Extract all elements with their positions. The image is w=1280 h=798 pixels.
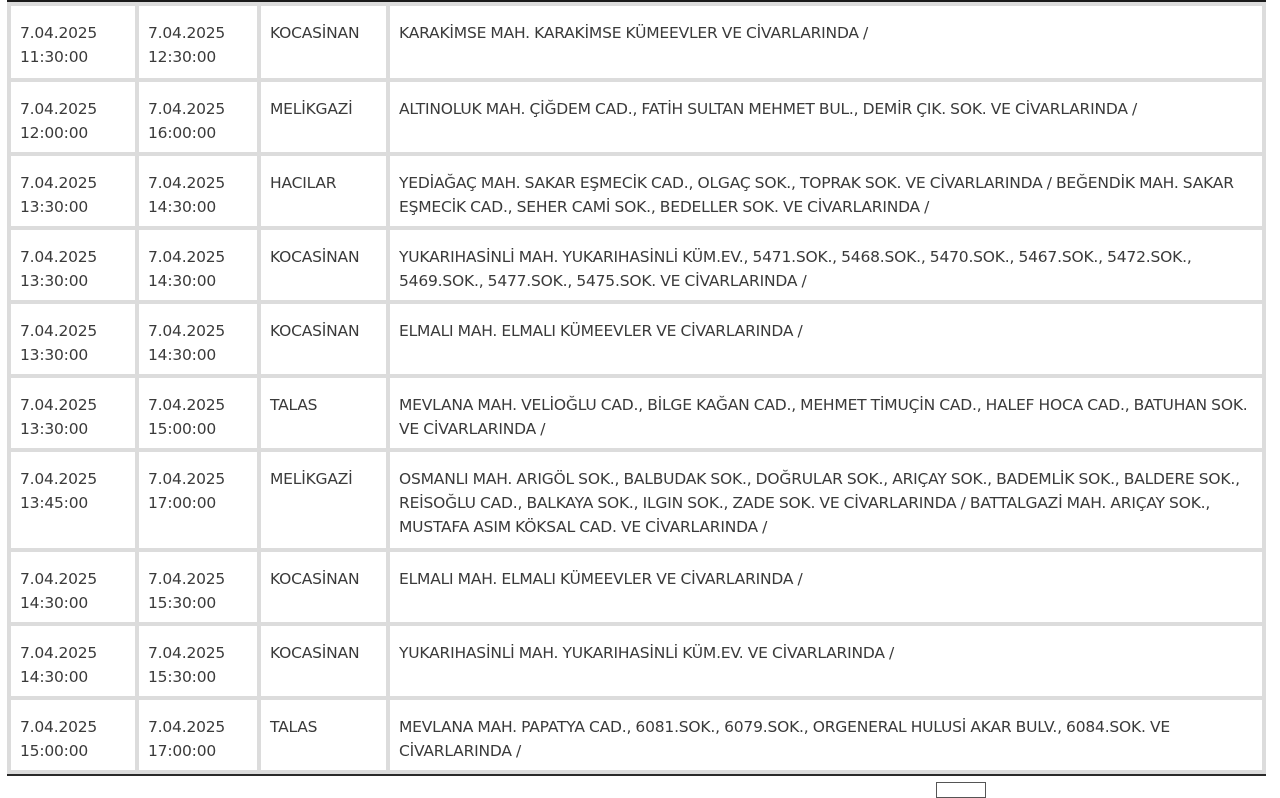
start-time: 15:00:00 <box>20 742 89 760</box>
table-row <box>11 378 1262 448</box>
end-date: 7.04.2025 <box>148 644 226 662</box>
start-cell <box>11 552 135 622</box>
end-date: 7.04.2025 <box>148 248 226 266</box>
district-cell <box>261 156 386 226</box>
address: MEVLANA MAH. PAPATYA CAD., 6081.SOK., 6079.SOK., ORGENERAL HULUSİ AKAR BULV., 6084.SOK. VE CİVARLARINDA / <box>399 718 1170 760</box>
district: HACILAR <box>270 174 337 192</box>
district: TALAS <box>270 718 318 736</box>
end-cell <box>139 82 257 152</box>
district: MELİKGAZİ <box>270 470 353 488</box>
start-time: 12:00:00 <box>20 124 89 142</box>
end-date: 7.04.2025 <box>148 100 226 118</box>
district: TALAS <box>270 396 318 414</box>
table-row <box>11 626 1262 696</box>
end-time: 14:30:00 <box>148 346 217 364</box>
start-time: 13:30:00 <box>20 420 89 438</box>
start-cell <box>11 700 135 770</box>
start-cell <box>11 378 135 448</box>
start-date: 7.04.2025 <box>20 570 98 588</box>
start-cell <box>11 156 135 226</box>
end-date: 7.04.2025 <box>148 396 226 414</box>
end-cell <box>139 626 257 696</box>
end-time: 12:30:00 <box>148 48 217 66</box>
table-row <box>11 230 1262 300</box>
start-date: 7.04.2025 <box>20 100 98 118</box>
end-cell <box>139 304 257 374</box>
start-cell <box>11 304 135 374</box>
table-row <box>11 304 1262 374</box>
address-cell <box>390 552 1262 622</box>
start-time: 13:30:00 <box>20 346 89 364</box>
address-cell <box>390 230 1262 300</box>
end-time: 17:00:00 <box>148 494 217 512</box>
end-date: 7.04.2025 <box>148 470 226 488</box>
address-cell <box>390 452 1262 548</box>
address: KARAKİMSE MAH. KARAKİMSE KÜMEEVLER VE CİVARLARINDA / <box>399 24 869 42</box>
district-cell <box>261 626 386 696</box>
district-cell <box>261 378 386 448</box>
district: KOCASİNAN <box>270 644 360 662</box>
address: OSMANLI MAH. ARIGÖL SOK., BALBUDAK SOK., DOĞRULAR SOK., ARIÇAY SOK., BADEMLİK SOK., BALDERE SOK., REİSOĞLU CAD., BALKAYA SOK., ILGIN SOK., ZADE SOK. VE CİVARLARINDA / BATTALGAZİ MAH. ARIÇAY SOK., MUSTAFA ASIM KÖKSAL CAD. VE CİVARLARINDA / <box>399 470 1240 536</box>
address: MEVLANA MAH. VELİOĞLU CAD., BİLGE KAĞAN CAD., MEHMET TİMUÇİN CAD., HALEF HOCA CAD., BATUHAN SOK. VE CİVARLARINDA / <box>399 396 1248 438</box>
start-time: 14:30:00 <box>20 668 89 686</box>
table-row <box>11 6 1262 78</box>
district: KOCASİNAN <box>270 248 360 266</box>
district-cell <box>261 452 386 548</box>
end-cell <box>139 700 257 770</box>
address-cell <box>390 6 1262 78</box>
outage-table-container <box>7 0 1266 776</box>
start-date: 7.04.2025 <box>20 396 98 414</box>
start-time: 13:45:00 <box>20 494 89 512</box>
end-cell <box>139 6 257 78</box>
start-date: 7.04.2025 <box>20 322 98 340</box>
district-cell <box>261 304 386 374</box>
start-date: 7.04.2025 <box>20 470 98 488</box>
address-cell <box>390 82 1262 152</box>
end-date: 7.04.2025 <box>148 718 226 736</box>
table-row <box>11 82 1262 152</box>
district: KOCASİNAN <box>270 570 360 588</box>
address: YEDİAĞAÇ MAH. SAKAR EŞMECİK CAD., OLGAÇ SOK., TOPRAK SOK. VE CİVARLARINDA / BEĞENDİK MAH. SAKAR EŞMECİK CAD., SEHER CAMİ SOK., BEDELLER SOK. VE CİVARLARINDA / <box>399 174 1234 216</box>
start-cell <box>11 6 135 78</box>
end-date: 7.04.2025 <box>148 174 226 192</box>
start-date: 7.04.2025 <box>20 174 98 192</box>
address-cell <box>390 378 1262 448</box>
start-date: 7.04.2025 <box>20 718 98 736</box>
table-row <box>11 700 1262 770</box>
district-cell <box>261 6 386 78</box>
start-cell <box>11 626 135 696</box>
address: YUKARIHASİNLİ MAH. YUKARIHASİNLİ KÜM.EV. VE CİVARLARINDA / <box>399 644 895 662</box>
address: ELMALI MAH. ELMALI KÜMEEVLER VE CİVARLARINDA / <box>399 322 803 340</box>
start-cell <box>11 452 135 548</box>
start-time: 13:30:00 <box>20 272 89 290</box>
table-row <box>11 552 1262 622</box>
end-cell <box>139 452 257 548</box>
address-cell <box>390 304 1262 374</box>
address: YUKARIHASİNLİ MAH. YUKARIHASİNLİ KÜM.EV., 5471.SOK., 5468.SOK., 5470.SOK., 5467.SOK., 5472.SOK., 5469.SOK., 5477.SOK., 5475.SOK. VE CİVARLARINDA / <box>399 248 1192 290</box>
district: KOCASİNAN <box>270 322 360 340</box>
start-cell <box>11 230 135 300</box>
district: MELİKGAZİ <box>270 100 353 118</box>
end-date: 7.04.2025 <box>148 570 226 588</box>
pagination-box[interactable] <box>936 782 986 798</box>
district-cell <box>261 700 386 770</box>
start-date: 7.04.2025 <box>20 24 98 42</box>
district: KOCASİNAN <box>270 24 360 42</box>
end-cell <box>139 552 257 622</box>
end-time: 15:00:00 <box>148 420 217 438</box>
district-cell <box>261 552 386 622</box>
end-cell <box>139 156 257 226</box>
address-cell <box>390 156 1262 226</box>
start-time: 13:30:00 <box>20 198 89 216</box>
start-time: 11:30:00 <box>20 48 89 66</box>
start-cell <box>11 82 135 152</box>
end-time: 16:00:00 <box>148 124 217 142</box>
end-time: 14:30:00 <box>148 272 217 290</box>
end-date: 7.04.2025 <box>148 24 226 42</box>
end-time: 15:30:00 <box>148 594 217 612</box>
outage-table <box>7 2 1266 774</box>
start-time: 14:30:00 <box>20 594 89 612</box>
end-time: 15:30:00 <box>148 668 217 686</box>
table-row <box>11 156 1262 226</box>
start-date: 7.04.2025 <box>20 644 98 662</box>
address: ALTINOLUK MAH. ÇİĞDEM CAD., FATİH SULTAN MEHMET BUL., DEMİR ÇIK. SOK. VE CİVARLARINDA / <box>399 100 1137 118</box>
address-cell <box>390 626 1262 696</box>
address: ELMALI MAH. ELMALI KÜMEEVLER VE CİVARLARINDA / <box>399 570 803 588</box>
end-cell <box>139 230 257 300</box>
table-row <box>11 452 1262 548</box>
end-date: 7.04.2025 <box>148 322 226 340</box>
district-cell <box>261 82 386 152</box>
start-date: 7.04.2025 <box>20 248 98 266</box>
address-cell <box>390 700 1262 770</box>
end-cell <box>139 378 257 448</box>
end-time: 14:30:00 <box>148 198 217 216</box>
district-cell <box>261 230 386 300</box>
end-time: 17:00:00 <box>148 742 217 760</box>
